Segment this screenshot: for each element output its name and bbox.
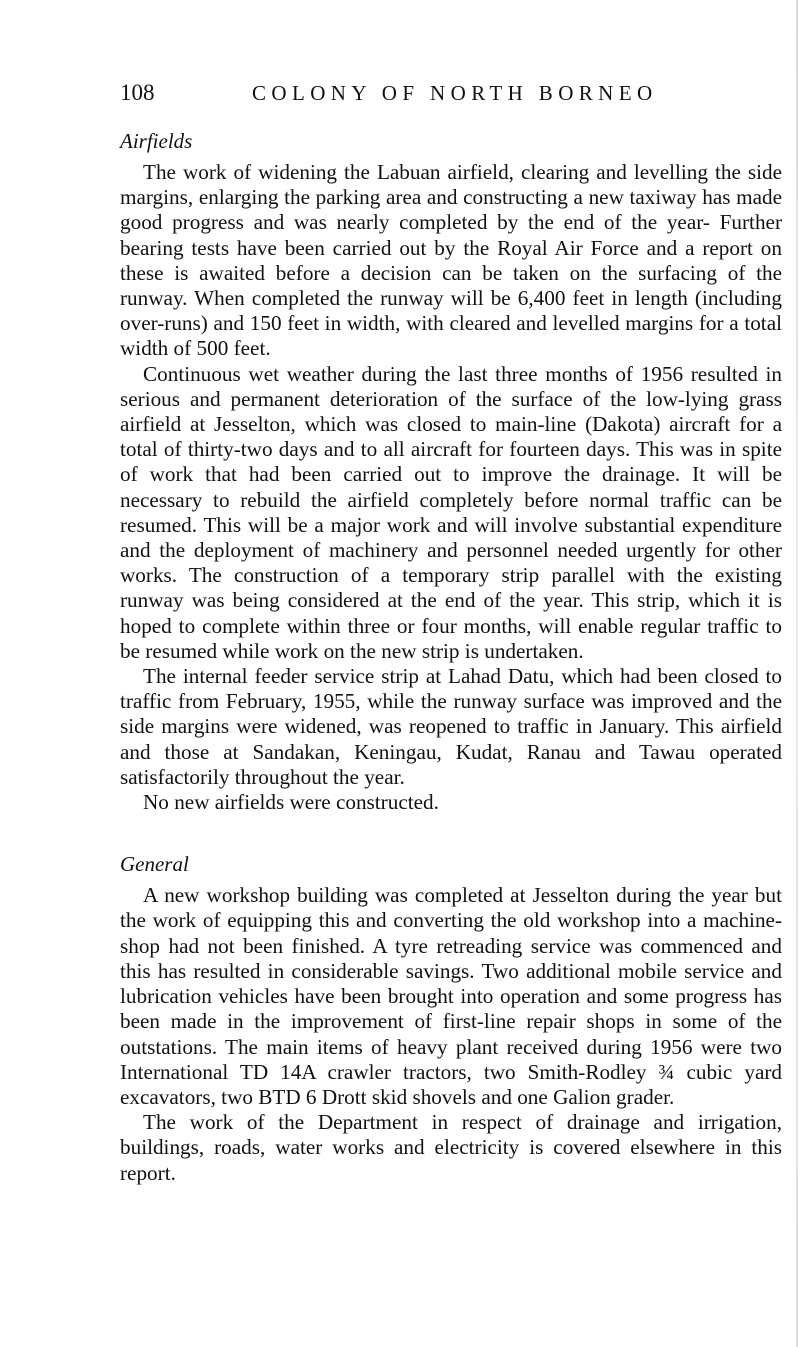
paragraph: A new workshop building was completed at Jesselton during the year but the work of equipping this and converting the old workshop into a machine-shop had not been finished. A tyre retreading service was commenced and this has resulted in considerable savings. Two additional mobile service and lubrication vehicles have been brought into operation and some progress has been made in the improvement of first-line repair shops in some of the outstations. The main items of heavy plant received during 1956 were two International TD 14A crawler tractors, two Smith-Rodley ¾ cubic yard excavators, two BTD 6 Drott skid shovels and one Galion grader. [120,883,782,1109]
running-title: COLONY OF NORTH BORNEO [252,81,658,105]
paragraph: No new airfields were constructed. [143,790,439,815]
paragraph: The work of the Department in respect of drainage and irrigation, buildings, roads, water works and electricity is covered elsewhere in this report. [120,1110,782,1185]
section-heading-airfields: Airfields [120,129,193,153]
page-edge-shadow [796,0,798,1347]
section-heading-general: General [120,852,189,877]
page-number: 108 [120,80,155,105]
section-general [120,849,782,1185]
paragraph: Continuous wet weather during the last three months of 1956 resulted in serious and permanent deterioration of the surface of the low-lying grass airfield at Jesselton, which was closed to main-line (Dakota) aircraft for a total of thirty-two days and to all aircraft for fourteen days. This was in spite of work that had been carried out to improve the drainage. It will be necessary to rebuild the airfield completely before normal traffic can be resumed. This will be a major work and will involve substantial expenditure and the deployment of machinery and personnel needed urgently for other works. The construction of a temporary strip parallel with the existing runway was being considered at the end of the year. This strip, which it is hoped to complete within three or four months, will enable regular traffic to be resumed while work on the new strip is undertaken. [120,361,782,663]
document-page [120,80,782,1186]
running-header [120,80,782,112]
paragraph: The internal feeder service strip at Lahad Datu, which had been closed to traffic from February, 1955, while the runway surface was improved and the side margins were widened, was reopened to traffic in January. This airfield and those at Sandakan, Keningau, Kudat, Ranau and Tawau operated satisfactorily throughout the year. [120,664,782,789]
section-airfields [120,126,782,815]
paragraph: The work of widening the Labuan airfield, clearing and levelling the side margins, enlarging the parking area and constructing a new taxiway has made good progress and was nearly completed by the end of the year- Further bearing tests have been carried out by the Royal Air Force and a report on these is awaited before a decision can be taken on the surfacing of the runway. When completed the runway will be 6,400 feet in length (including over-runs) and 150 feet in width, with cleared and levelled margins for a total width of 500 feet. [120,160,782,361]
